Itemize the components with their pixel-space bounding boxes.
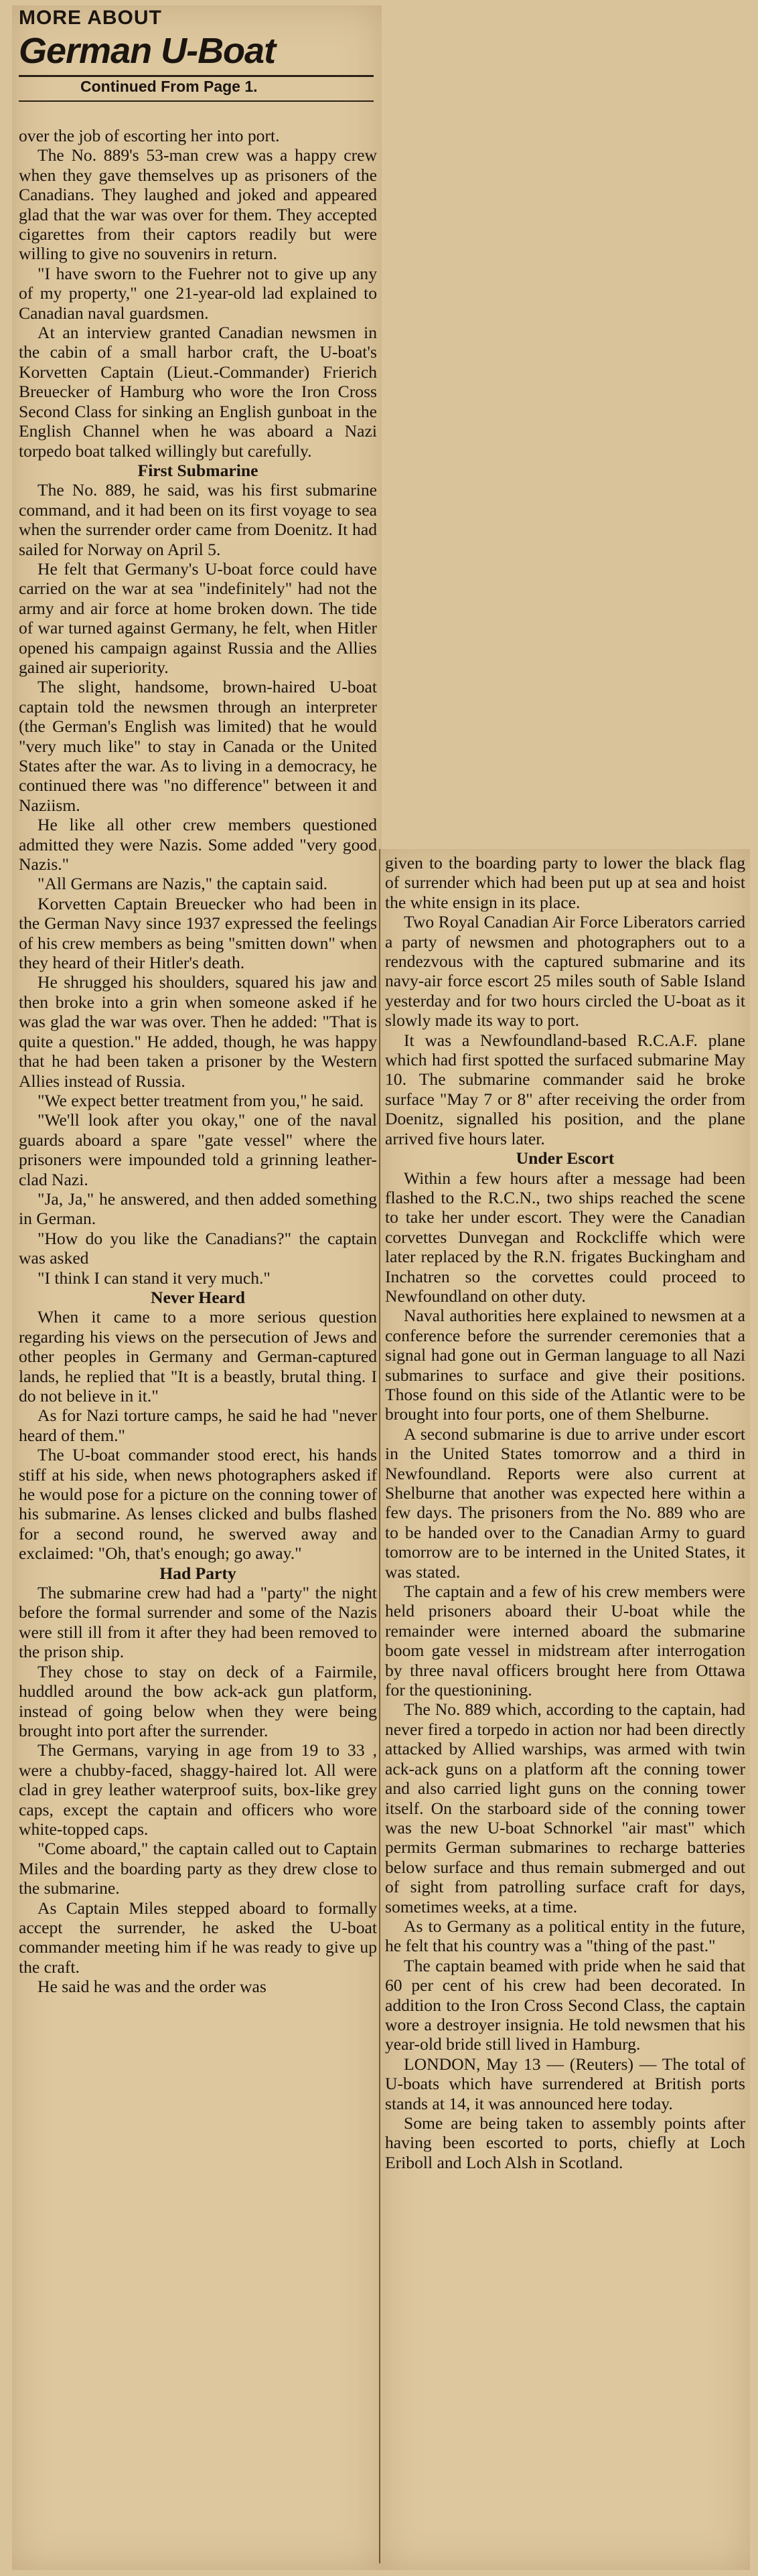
paragraph: The Germans, varying in age from 19 to 33 , were a chubby-faced, shaggy-haired lot. All were clad in grey leather waterproof suits, box-like grey caps, except the captain and officers who wore white-topped caps. (19, 1740, 377, 1839)
paragraph: The captain beamed with pride when he said that 60 per cent of his crew had been decorated. In addition to the Iron Cross Second Class, the captain wore a destroyer insignia. He told newsmen that his year-old bride still lived in Hamburg. (385, 1955, 745, 2054)
paragraph: over the job of escorting her into port. (19, 126, 280, 145)
article-text-left (19, 126, 377, 1997)
paragraph: Naval authorities here explained to newsmen at a conference before the surrender ceremonies that a signal had gone out in German language to all Nazi submarines to surface and give their positions. Those found on this side of the Atlantic were to be brought into four ports, one of them Shelburne. (385, 1306, 745, 1424)
paragraph: Two Royal Canadian Air Force Liberators carried a party of newsmen and photographers out to a rendezvous with the captured submarine and its navy-air force escort 25 miles south of Sable Island yesterday and for two hours circled the U-boat as it slowly made its way to port. (385, 912, 745, 1031)
column-divider (379, 849, 380, 2563)
subheading: Had Party (159, 1563, 236, 1583)
article-text-right (385, 853, 745, 2172)
subheading: First Submarine (137, 460, 258, 480)
paragraph: At an interview granted Canadian newsmen in the cabin of a small harbor craft, the U-boat's Korvetten Captain (Lieut.-Commander) Frierich Breuecker of Hamburg who wore the Iron Cross Second Class for sinking an English gunboat in the English Channel when he was aboard a Nazi torpedo boat talked willingly but carefully. (19, 323, 377, 461)
paragraph: The slight, handsome, brown-haired U-boat captain told the newsmen through an interpreter (the German's English was limited) that he would "very much like" to stay in Canada or the United States after the war. As to living in a democracy, he continued there was "no difference" between it and Naziism. (19, 677, 377, 815)
paragraph: As to Germany as a political entity in the future, he felt that his country was a "thing of the past." (385, 1916, 745, 1956)
paragraph: Some are being taken to assembly points after having been escorted to ports, chiefly at Loch Eriboll and Loch Alsh in Scotland. (385, 2113, 745, 2172)
paragraph: A second submarine is due to arrive under escort in the United States tomorrow and a third in Newfoundland. Reports were also current at Shelburne that another was expected here within a few days. The prisoners from the No. 889 who are to be handed over to the Canadian Army to guard tomorrow are to be interned in the United States, it was stated. (385, 1424, 745, 1582)
subheading: Under Escort (516, 1148, 615, 1168)
paragraph: When it came to a more serious question regarding his views on the persecution of Jews and other peoples in Germany and German-captured lands, he replied that "It is a beastly, brutal thing. I do not believe in it." (19, 1307, 377, 1406)
paragraph: "I have sworn to the Fuehrer not to give up any of my property," one 21-year-old lad explained to Canadian naval guardsmen. (19, 263, 377, 323)
paragraph: "We expect better treatment from you," he said. (37, 1090, 364, 1110)
paragraph: Korvetten Captain Breuecker who had been in the German Navy since 1937 expressed the feelings of his crew members as being "smitten down" when they heard of their Hitler's death. (19, 893, 377, 973)
paragraph: The U-boat commander stood erect, his hands stiff at his side, when news photographers asked if he would pose for a picture on the conning tower of his submarine. As lenses clicked and bulbs flashed for a second round, he swerved away and exclaimed: "Oh, that's enough; go away." (19, 1445, 377, 1564)
paragraph: It was a Newfoundland-based R.C.A.F. plane which had first spotted the surfaced submarine May 10. The submarine commander said he broke surface "May 7 or 8" after receiving the order from Doenitz, signalled his position, and the plane arrived five hours later. (385, 1030, 745, 1148)
headline-rule-bottom (19, 100, 374, 102)
article-column-left (19, 126, 377, 1997)
paragraph: He said he was and the order was (37, 1977, 267, 1997)
paragraph: "Ja, Ja," he answered, and then added something in German. (19, 1189, 377, 1229)
paragraph: He felt that Germany's U-boat force could have carried on the war at sea "indefinitely" had not the army and air force at home broken down. The tide of war turned against Germany, he felt, when Hitler opened his campaign against Russia and the Allies gained air superiority. (19, 558, 377, 677)
paragraph: "All Germans are Nazis," the captain said. (37, 874, 328, 894)
paragraph: "How do you like the Canadians?" the captain was asked (19, 1228, 377, 1268)
headline-rule-top (19, 75, 374, 77)
paragraph: The No. 889, he said, was his first submarine command, and it had been on its first voyage to sea when the surrender order came from Doenitz. It had sailed for Norway on April 5. (19, 480, 377, 559)
subheading: Never Heard (151, 1287, 245, 1307)
paragraph: The No. 889 which, according to the captain, had never fired a torpedo in action nor had been directly attacked by Allied warships, was armed with twin ack-ack guns on a platform aft the conning tower and also carried light guns on the conning tower itself. On the starboard side of the conning tower was the new U-boat Schnorkel "air mast" which permits German submarines to recharge batteries below surface and thus remain submerged and out of sight from patrolling surface craft for days, sometimes weeks, at a time. (385, 1699, 745, 1916)
continuation-line: Continued From Page 1. (80, 78, 258, 95)
paragraph: given to the boarding party to lower the black flag of surrender which had been put up at sea and hoist the white ensign in its place. (385, 853, 745, 912)
paragraph: Within a few hours after a message had been flashed to the R.C.N., two ships reached the scene to take her under escort. They were the Canadian corvettes Dunvegan and Rockcliffe which were later replaced by the R.N. frigates Buckingham and Inchatren so the corvettes could proceed to Newfoundland on other duty. (385, 1168, 745, 1306)
paragraph: "Come aboard," the captain called out to Captain Miles and the boarding party as they drew close to the submarine. (19, 1839, 377, 1898)
kicker: MORE ABOUT (19, 7, 162, 29)
article-column-right (385, 853, 745, 2172)
headline: German U-Boat (19, 31, 276, 71)
paragraph: He like all other crew members questioned admitted they were Nazis. Some added "very good Nazis." (19, 815, 377, 875)
paragraph: The submarine crew had had a "party" the night before the formal surrender and some of the Nazis were still ill from it after they had been removed to the prison ship. (19, 1583, 377, 1662)
paragraph: "I think I can stand it very much." (37, 1268, 271, 1288)
paragraph: LONDON, May 13 — (Reuters) — The total of U-boats which have surrendered at British ports stands at 14, it was announced here today. (385, 2054, 745, 2113)
paragraph: As Captain Miles stepped aboard to formally accept the surrender, he asked the U-boat commander meeting him if he was ready to give up the craft. (19, 1898, 377, 1977)
paragraph: "We'll look after you okay," one of the naval guards aboard a spare "gate vessel" where the prisoners were impounded told a grinning leather-clad Nazi. (19, 1110, 377, 1189)
paragraph: The No. 889's 53-man crew was a happy crew when they gave themselves up as prisoners of the Canadians. They laughed and joked and appeared glad that the war was over for them. They accepted cigarettes from their captors readily but were willing to give no souvenirs in return. (19, 145, 377, 264)
paragraph: He shrugged his shoulders, squared his jaw and then broke into a grin when someone asked if he was glad the war was over. Then he added: "That is quite a question." He added, though, he was happy that he had been taken a prisoner by the Western Allies instead of Russia. (19, 972, 377, 1091)
paragraph: The captain and a few of his crew members were held prisoners aboard their U-boat while the remainder were interned aboard the submarine boom gate vessel in midstream after interrogation by three naval officers brought here from Ottawa for the questionining. (385, 1582, 745, 1700)
paragraph: As for Nazi torture camps, he said he had "never heard of them." (19, 1406, 377, 1445)
paragraph: They chose to stay on deck of a Fairmile, huddled around the bow ack-ack gun platform, instead of going below when they were being brought into port after the surrender. (19, 1661, 377, 1740)
